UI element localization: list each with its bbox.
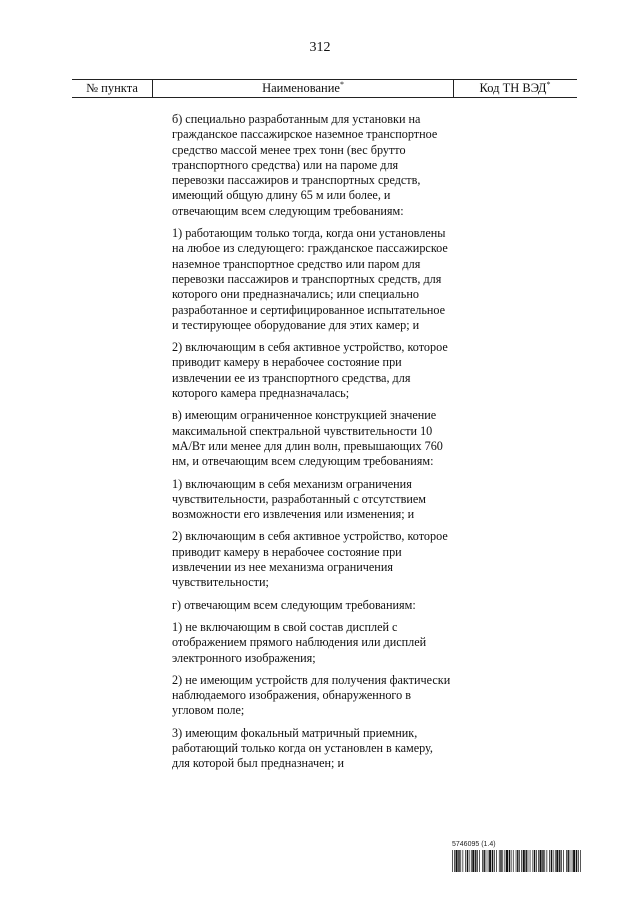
paragraph: 1) не включающим в свой состав дисплей с отображением прямого наблюдения или дисплей электронного изображения; bbox=[172, 619, 427, 665]
header-item-number bbox=[72, 80, 152, 97]
document-body bbox=[172, 112, 452, 779]
paragraph: 1) включающим в себя механизм ограничения чувствительности, разработанный с отсутствием возможности его извлечения или изменения; и bbox=[172, 476, 427, 522]
paragraph: г) отвечающим всем следующим требованиям: bbox=[172, 597, 416, 612]
header-code-label: Код ТН ВЭД bbox=[479, 81, 547, 95]
paragraph: 1) работающим только тогда, когда они установлены на любое из следующего: гражданское пассажирское наземное транспортное средство или паром для перевозки пассажиров и транспортных средств, для которого они предназначались; или специально разработанное и сертифицированное испытательное и тестирующее оборудование для этих камер; и bbox=[172, 226, 448, 332]
header-name-footnote-mark: * bbox=[339, 80, 344, 89]
barcode-image bbox=[452, 850, 582, 872]
paragraph: в) имеющим ограниченное конструкцией значение максимальной спектральной чувствительности 10 мА/Вт или менее для длин волн, превышающих 760 нм, и отвечающим всем следующим требованиям: bbox=[172, 408, 443, 469]
header-code bbox=[453, 80, 577, 97]
paragraph: 3) имеющим фокальный матричный приемник, работающий только когда он установлен в камеру, для которой был предназначен; и bbox=[172, 725, 433, 771]
header-name-label: Наименование bbox=[262, 81, 340, 95]
header-code-footnote-mark: * bbox=[546, 80, 551, 89]
table-header bbox=[72, 79, 577, 98]
paragraph: 2) не имеющим устройств для получения фактически наблюдаемого изображения, обнаруженного в угловом поле; bbox=[172, 672, 451, 718]
paragraph: б) специально разработанным для установки на гражданское пассажирское наземное транспортное средство массой менее трех тонн (вес брутто транспортного средства) или на пароме для перевозки пассажиров и транспортных средств, имеющий общую длину 65 м или более, и отвечающим всем следующим требованиям: bbox=[172, 112, 438, 218]
header-name bbox=[152, 80, 454, 97]
page-number: 312 bbox=[309, 40, 331, 55]
paragraph: 2) включающим в себя активное устройство, которое приводит камеру в нерабочее состояние при извлечении из нее механизма ограничения чувствительности; bbox=[172, 529, 448, 590]
header-item-number-label: № пункта bbox=[86, 81, 138, 95]
paragraph: 2) включающим в себя активное устройство, которое приводит камеру в нерабочее состояние при извлечении ее из транспортного средства, для которого камера предназначалась; bbox=[172, 340, 448, 401]
barcode-id: 5746095 (1.4) bbox=[452, 841, 496, 848]
